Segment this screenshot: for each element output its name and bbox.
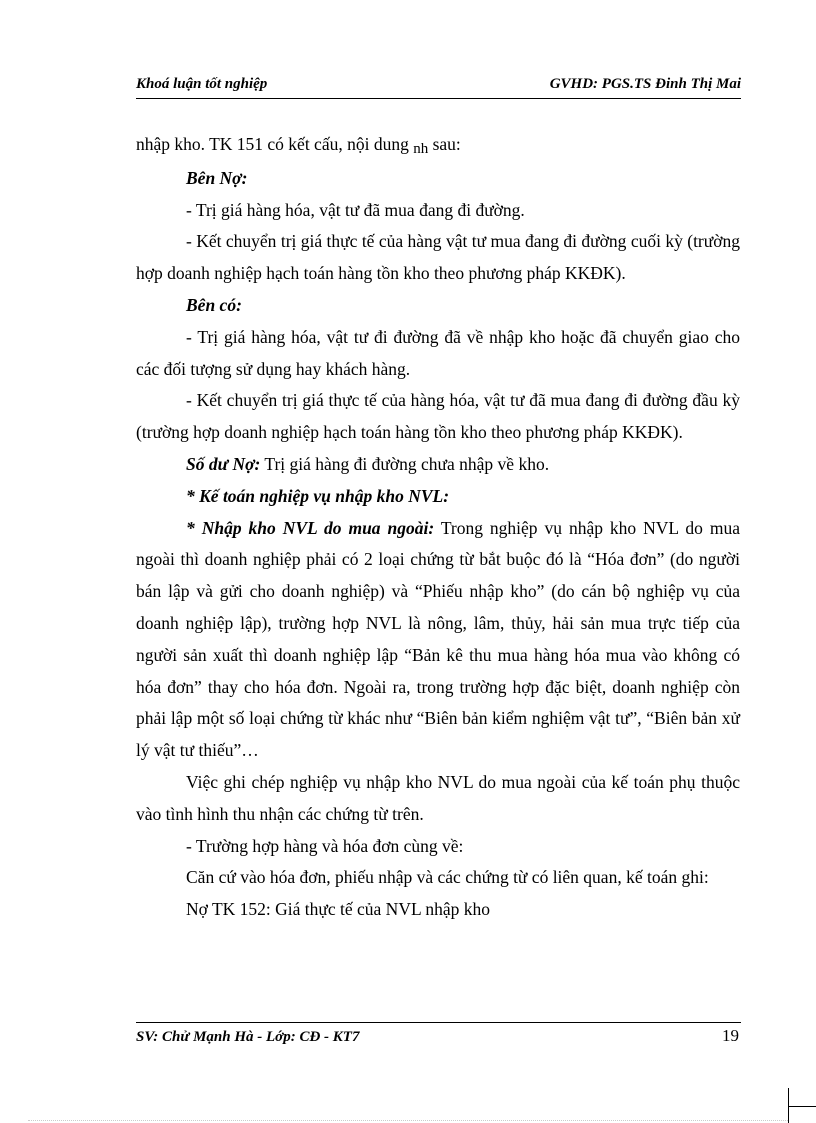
heading-ke-toan-nhap-kho: * Kế toán nghiệp vụ nhập kho NVL: bbox=[186, 485, 450, 506]
paragraph-so-du-no: Số dư Nợ: Trị giá hàng đi đường chưa nhập về kho. bbox=[186, 453, 550, 474]
page-bottom-dotted-edge bbox=[28, 1120, 788, 1121]
ben-co-item-2: - Kết chuyển trị giá thực tế của hàng hóa, vật tư đã mua đang đi đường đầu kỳ (trường hợp doanh nghiệp hạch toán hàng tồn kho theo phương pháp KKĐK). bbox=[136, 390, 740, 443]
page-number: 19 bbox=[722, 1026, 739, 1045]
stray-nh-fragment: nh bbox=[413, 141, 429, 157]
paragraph-intro: nhập kho. TK 151 có kết cấu, nội dung nh sau: bbox=[136, 134, 461, 157]
heading-ben-co: Bên có: bbox=[186, 294, 242, 315]
ben-no-item-1: - Trị giá hàng hóa, vật tư đã mua đang đi đường. bbox=[186, 199, 525, 220]
ben-no-item-2: - Kết chuyển trị giá thực tế của hàng vật tư mua đang đi đường cuối kỳ (trường hợp doanh nghiệp hạch toán hàng tồn kho theo phương pháp KKĐK). bbox=[136, 231, 740, 284]
header-supervisor: GVHD: PGS.TS Đinh Thị Mai bbox=[549, 76, 741, 92]
paragraph-can-cu: Căn cứ vào hóa đơn, phiếu nhập và các chứng từ có liên quan, kế toán ghi: bbox=[186, 867, 709, 888]
paragraph-no-tk-152: Nợ TK 152: Giá thực tế của NVL nhập kho bbox=[186, 899, 491, 920]
document-body bbox=[136, 129, 740, 926]
header-thesis-title: Khoá luận tốt nghiệp bbox=[136, 76, 268, 92]
mua-ngoai-label: * Nhập kho NVL do mua ngoài: bbox=[186, 517, 435, 538]
heading-ben-no: Bên Nợ: bbox=[186, 167, 248, 188]
so-du-label: Số dư Nợ: bbox=[186, 453, 261, 474]
footer-student-info: SV: Chử Mạnh Hà - Lớp: CĐ - KT7 bbox=[136, 1029, 360, 1045]
crop-mark-horizontal bbox=[788, 1106, 816, 1107]
paragraph-truong-hop: - Trường hợp hàng và hóa đơn cùng về: bbox=[186, 835, 464, 856]
paragraph-mua-ngoai: * Nhập kho NVL do mua ngoài: Trong nghiệp vụ nhập kho NVL do mua ngoài thì doanh nghiệp phải có 2 loại chứng từ bắt buộc đó là “Hóa đơn” (do người bán lập và gửi cho doanh nghiệp) và “Phiếu nhập kho” (do cán bộ nghiệp vụ của doanh nghiệp lập), trường hợp NVL là nông, lâm, thủy, hải sản mua trực tiếp của người sản xuất thì doanh nghiệp lập “Bản kê thu mua hàng hóa mua vào không có hóa đơn” thay cho hóa đơn. Ngoài ra, trong trường hợp đặc biệt, doanh nghiệp còn phải lập một số loại chứng từ khác như “Biên bản kiểm nghiệm vật tư”, “Biên bản xử lý vật tư thiếu”… bbox=[136, 517, 740, 761]
page-footer bbox=[136, 1022, 741, 1051]
ben-co-item-1: - Trị giá hàng hóa, vật tư đi đường đã về nhập kho hoặc đã chuyển giao cho các đối tượng sử dụng hay khách hàng. bbox=[136, 326, 740, 379]
paragraph-viec-ghi-chep: Việc ghi chép nghiệp vụ nhập kho NVL do mua ngoài của kế toán phụ thuộc vào tình hình thu nhận các chứng từ trên. bbox=[136, 771, 740, 824]
page-header bbox=[136, 72, 741, 99]
